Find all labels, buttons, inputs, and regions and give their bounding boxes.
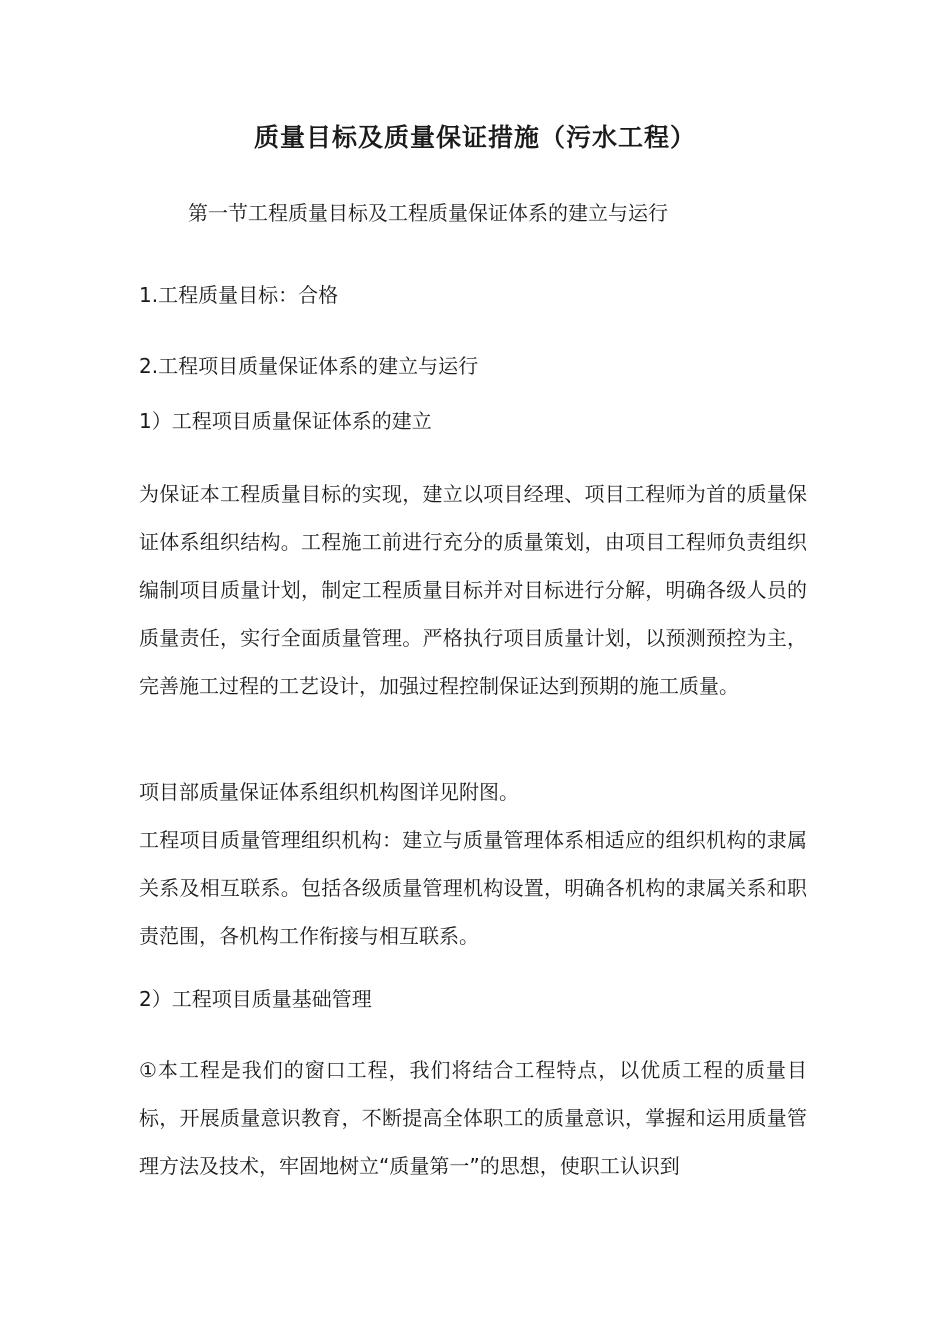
- paragraph-org-structure: 工程项目质量管理组织机构：建立与质量管理体系相适应的组织机构的隶属关系及相互联系。包括各级质量管理机构设置，明确各机构的隶属关系和职责范围，各机构工作衔接与相互联系。: [139, 828, 807, 948]
- document-title: 质量目标及质量保证措施（污水工程）: [253, 123, 696, 152]
- paragraph-org-chart-note: 项目部质量保证体系组织机构图详见附图。: [139, 780, 519, 804]
- paragraph-window-project: ①本工程是我们的窗口工程，我们将结合工程特点，以优质工程的质量目标，开展质量意识教育，不断提高全体职工的质量意识，掌握和运用质量管理方法及技术，牢固地树立“质量第一”的思想，使职工认识到: [139, 1058, 807, 1178]
- subheading-system-establishment: 1）工程项目质量保证体系的建立: [139, 409, 432, 433]
- subheading-basic-management: 2）工程项目质量基础管理: [139, 987, 372, 1011]
- section-heading: 第一节工程质量目标及工程质量保证体系的建立与运行: [188, 201, 668, 225]
- item-quality-target: 1.工程质量目标：合格: [139, 283, 339, 307]
- item-quality-system: 2.工程项目质量保证体系的建立与运行: [139, 354, 479, 378]
- paragraph-system-description: 为保证本工程质量目标的实现，建立以项目经理、项目工程师为首的质量保证体系组织结构。工程施工前进行充分的质量策划，由项目工程师负责组织编制项目质量计划，制定工程质量目标并对目标进行分解，明确各级人员的质量责任，实行全面质量管理。严格执行项目质量计划，以预测预控为主，完善施工过程的工艺设计，加强过程控制保证达到预期的施工质量。: [139, 482, 807, 698]
